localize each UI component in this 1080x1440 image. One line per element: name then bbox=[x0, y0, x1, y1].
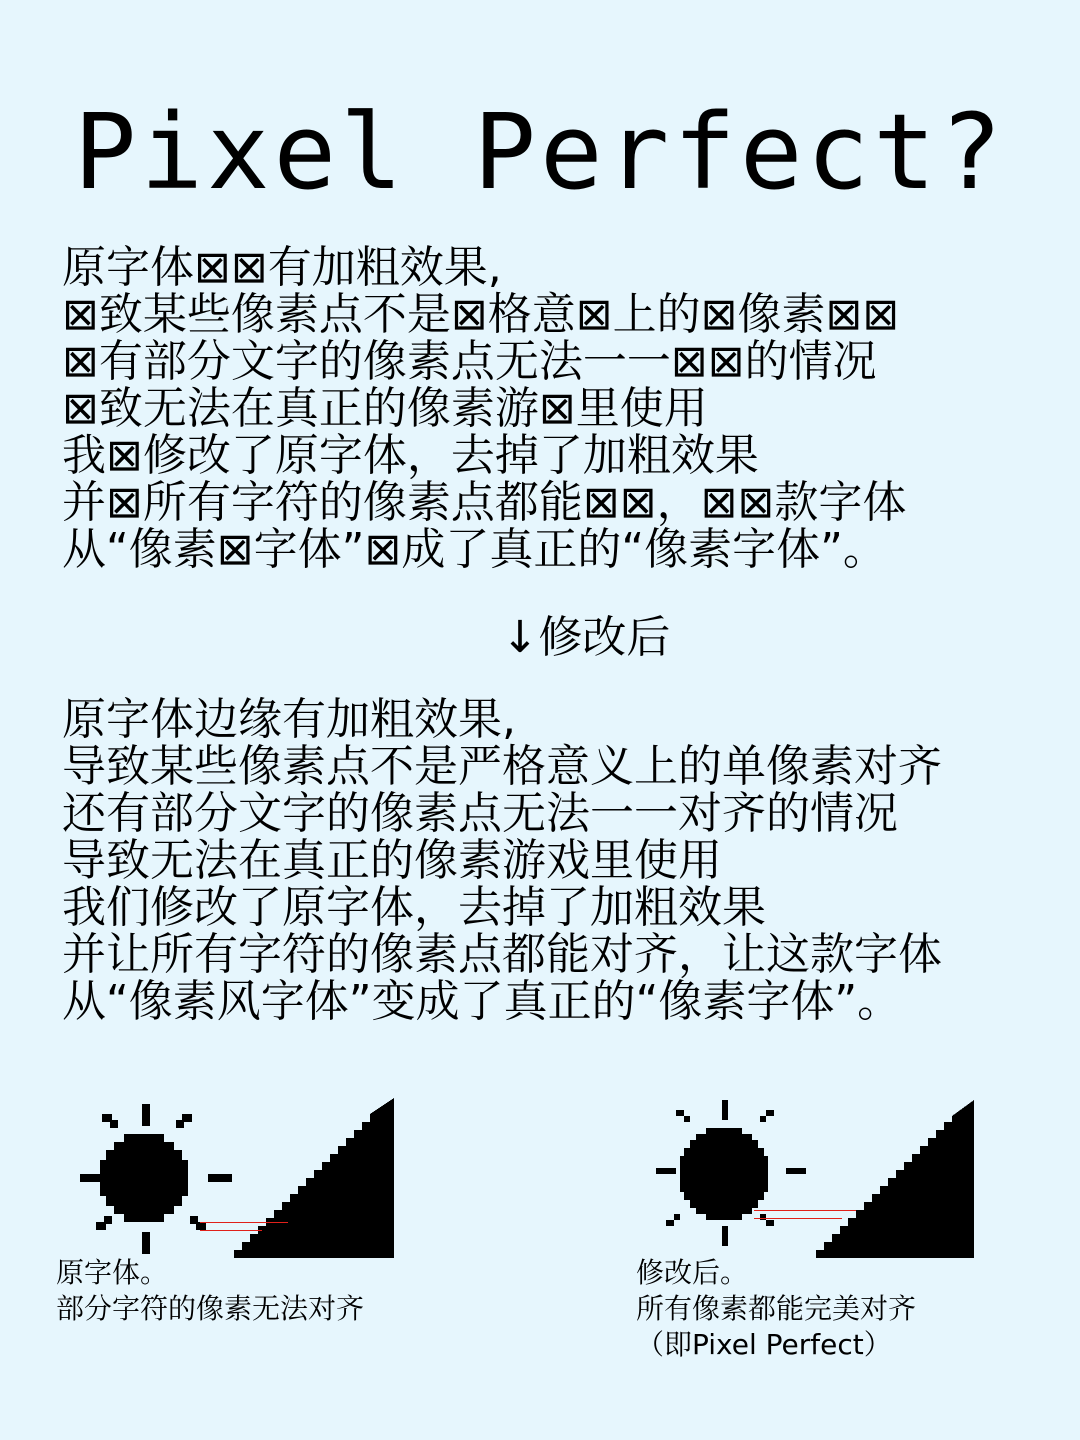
text-line: 还有部分文字的像素点无法一一对齐的情况 bbox=[62, 788, 898, 839]
original-font-paragraph bbox=[62, 244, 1042, 573]
text-line: 原字体⊠⊠有加粗效果, bbox=[62, 242, 502, 293]
caption-line: 修改后。 bbox=[636, 1256, 749, 1289]
caption-line: 所有像素都能完美对齐 bbox=[636, 1292, 917, 1325]
caption-line: （即Pixel Perfect） bbox=[636, 1328, 892, 1361]
after-modification-label bbox=[0, 613, 1080, 663]
sun-icon bbox=[80, 1104, 232, 1254]
page-title: Pixel Perfect? bbox=[73, 91, 1007, 213]
stair-triangle-icon bbox=[816, 1100, 974, 1258]
guide-lines bbox=[754, 1210, 856, 1219]
text-line: ⊠有部分文字的像素点无法一一⊠⊠的情况 bbox=[62, 336, 877, 387]
caption-modified bbox=[636, 1255, 916, 1363]
text-line: 我们修改了原字体，去掉了加粗效果 bbox=[62, 882, 766, 933]
caption-original bbox=[56, 1255, 364, 1327]
text-line: 并⊠所有字符的像素点都能⊠⊠，⊠⊠款字体 bbox=[62, 477, 907, 528]
sun-icon bbox=[656, 1100, 806, 1246]
arrow-label-text: ↓修改后 bbox=[501, 612, 671, 663]
modified-font-paragraph bbox=[62, 696, 1042, 1025]
text-line: 我⊠修改了原字体，去掉了加粗效果 bbox=[62, 430, 759, 481]
stair-triangle-icon bbox=[234, 1098, 394, 1258]
text-line: 导致无法在真正的像素游戏里使用 bbox=[62, 835, 722, 886]
text-line: ⊠致某些像素点不是⊠格意⊠上的⊠像素⊠⊠ bbox=[62, 289, 900, 340]
text-line: ⊠致无法在真正的像素游⊠里使用 bbox=[62, 383, 708, 434]
illustration-before bbox=[76, 1098, 406, 1258]
text-line: 并让所有字符的像素点都能对齐，让这款字体 bbox=[62, 929, 942, 980]
caption-line: 部分字符的像素无法对齐 bbox=[56, 1292, 365, 1325]
caption-line: 原字体。 bbox=[56, 1256, 169, 1289]
illustration-after bbox=[654, 1098, 984, 1258]
text-line: 从“像素风字体”变成了真正的“像素字体”。 bbox=[62, 976, 902, 1027]
text-line: 从“像素⊠字体”⊠成了真正的“像素字体”。 bbox=[62, 524, 887, 575]
text-line: 原字体边缘有加粗效果, bbox=[62, 694, 516, 745]
text-line: 导致某些像素点不是严格意义上的单像素对齐 bbox=[62, 741, 942, 792]
